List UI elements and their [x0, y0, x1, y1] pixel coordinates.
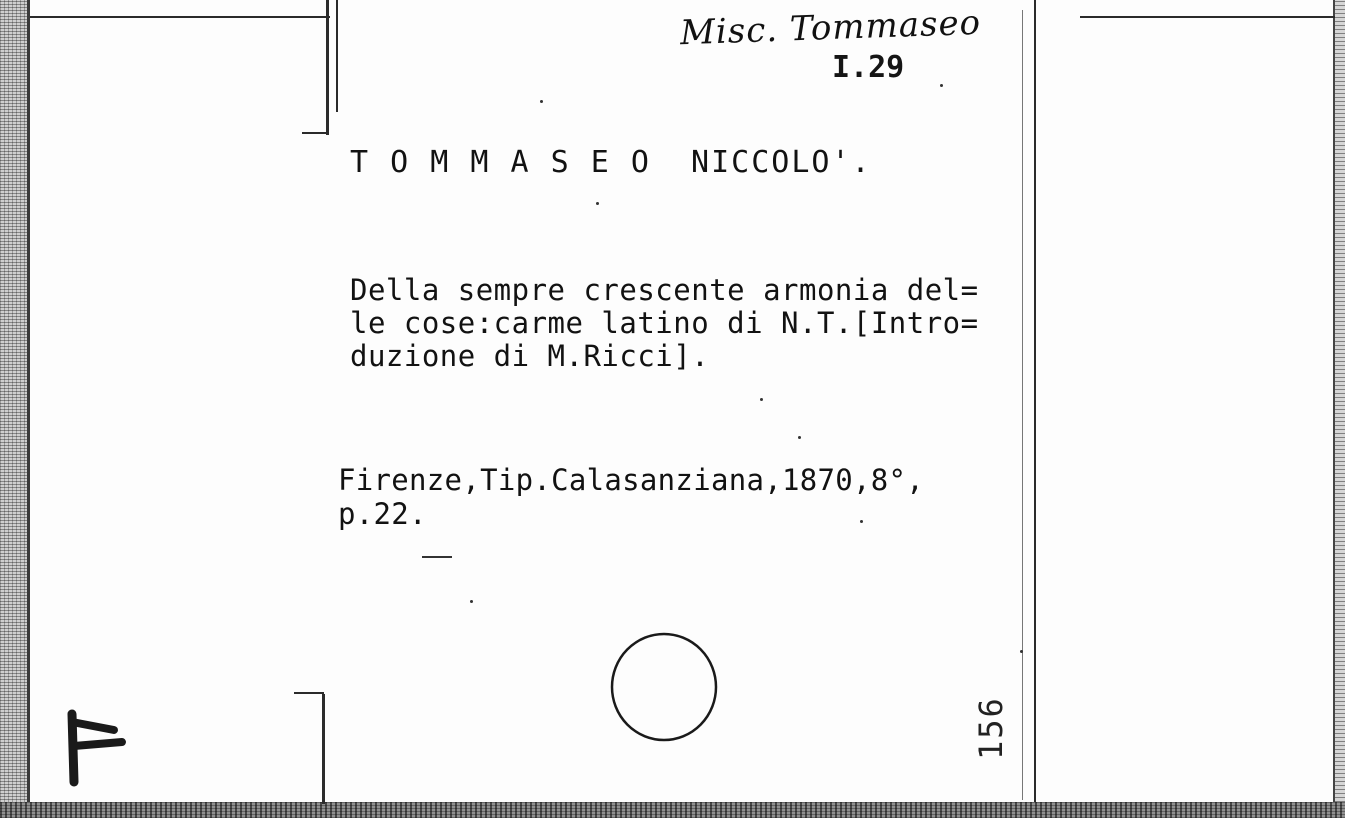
card-right-border	[1034, 0, 1036, 802]
scan-speck	[760, 398, 763, 401]
card-divider-lower-foot	[294, 692, 324, 694]
card-top-border-left	[30, 16, 330, 18]
card-divider-upper-inner	[336, 0, 338, 112]
card-top-border-right	[1080, 16, 1335, 18]
title-line: duzione di M.Ricci].	[350, 339, 710, 373]
side-number: 156	[972, 696, 1010, 760]
scan-speck	[798, 436, 801, 439]
short-rule	[422, 556, 452, 558]
scan-right-edge	[1333, 0, 1345, 818]
card-right-border-inner	[1022, 10, 1023, 800]
scan-speck	[940, 84, 943, 87]
title-line: le cose:carme latino di N.T.[Intro=	[350, 306, 979, 340]
card-divider-upper-foot	[302, 132, 328, 134]
imprint-block	[338, 463, 924, 531]
handwritten-collection-note: Misc. Tommaseo	[679, 2, 982, 54]
scan-speck	[596, 202, 599, 205]
title-block	[350, 274, 979, 373]
imprint-line: Firenze,Tip.Calasanziana,1870,8°,	[338, 463, 925, 497]
author-heading: T O M M A S E O NICCOLO'.	[350, 145, 872, 180]
title-line: Della sempre crescente armonia del=	[350, 273, 979, 307]
punch-hole-circle-icon	[606, 628, 722, 746]
scan-speck	[860, 520, 863, 523]
scan-speck	[1020, 650, 1023, 653]
imprint-line: p.22.	[338, 497, 427, 531]
scan-left-edge	[0, 0, 30, 818]
card-divider-lower	[322, 694, 325, 804]
card-divider-upper	[326, 0, 329, 135]
scan-speck	[470, 600, 473, 603]
scan-speck	[540, 100, 543, 103]
scan-bottom-edge	[0, 802, 1345, 818]
corner-letter-f-icon	[60, 708, 130, 788]
shelfmark: I.29	[832, 50, 905, 85]
